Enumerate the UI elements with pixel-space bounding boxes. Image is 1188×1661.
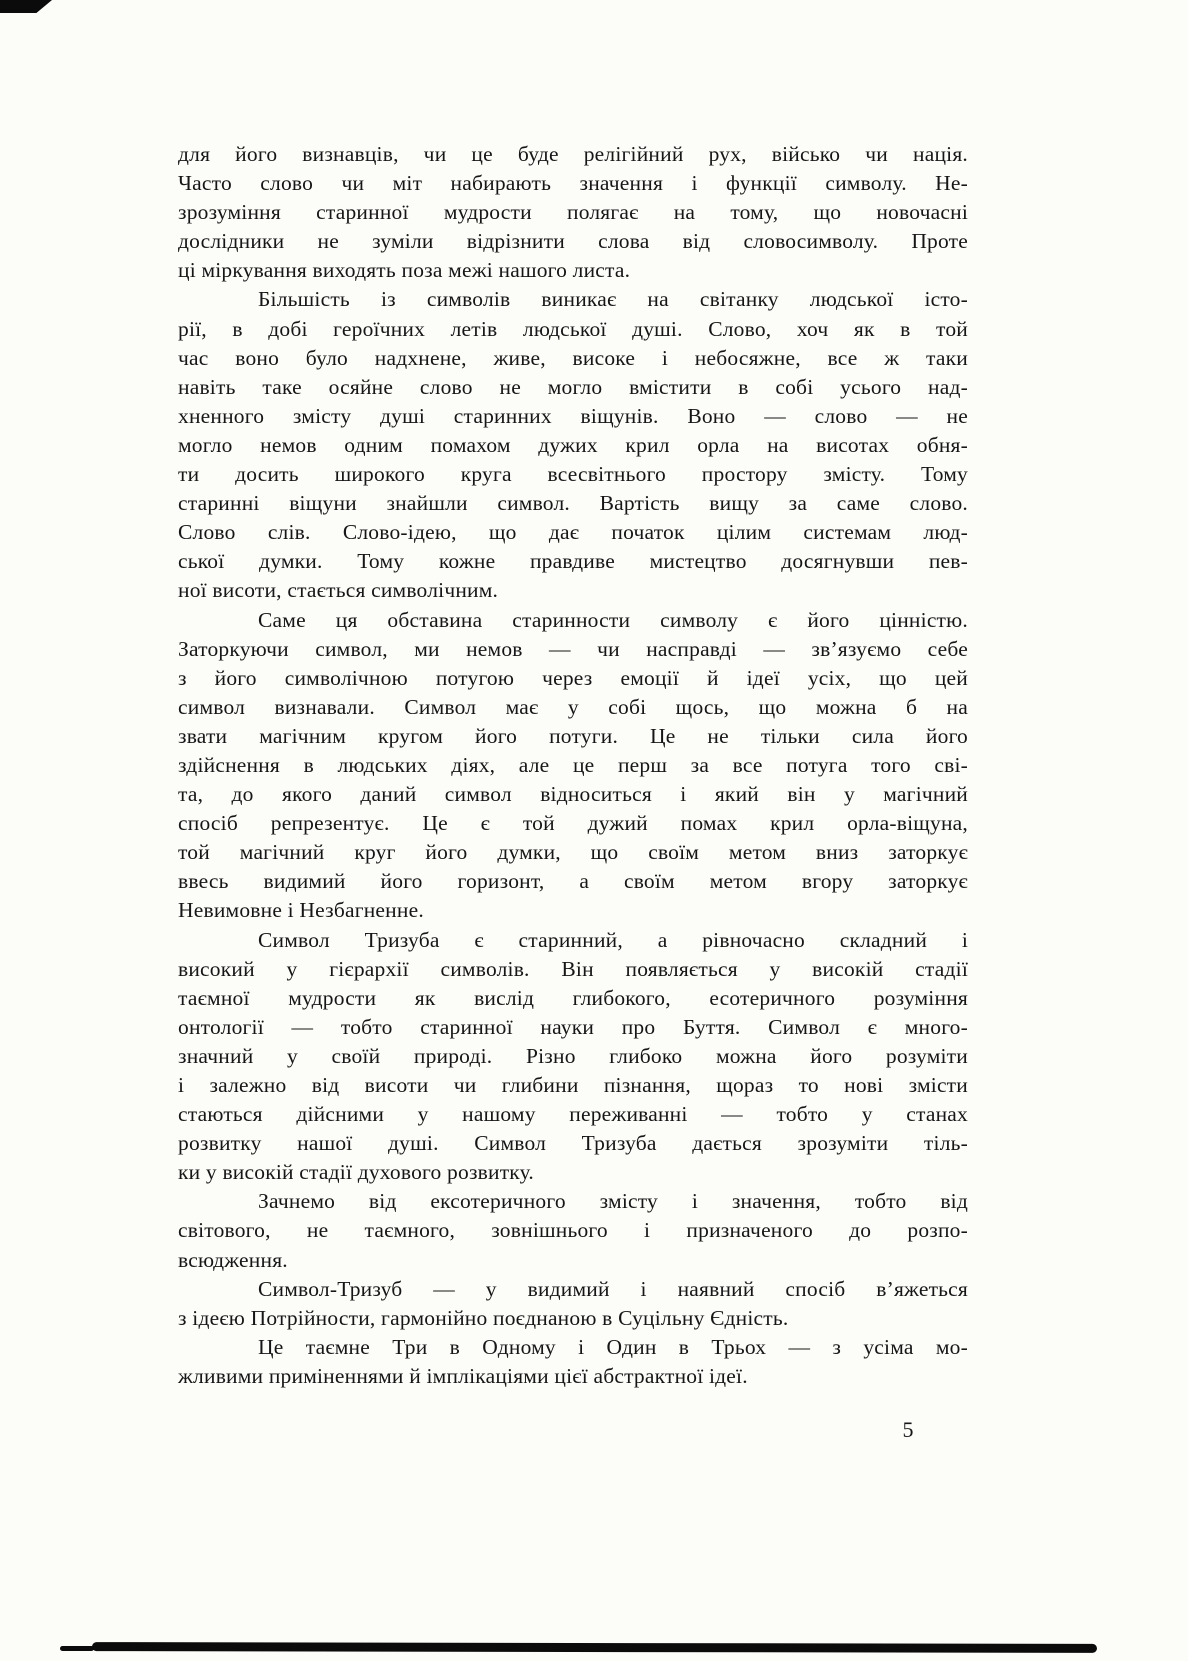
text-line: Це таємне Три в Одному і Один в Трьох — з усіма мо- [258,1334,968,1359]
text-line: зрозуміння старинної мудрости полягає на тому, що новочасні [178,200,968,225]
text-line: Зачнемо від ексотеричного змісту і значення, тобто від [258,1189,968,1214]
text-line: стаються дійсними у нашому переживанні — тобто у станах [178,1102,968,1127]
scan-artifact-top-left [0,0,52,13]
text-line: старинні віщуни знайшли символ. Вартість вищу за саме слово. [178,491,968,516]
text-line: Невимовне і Незбагненне. [178,898,424,923]
text-line: спосіб репрезентує. Це є той дужий помах крил орла-віщуна, [178,811,968,836]
text-line: розвитку нашої душі. Символ Тризуба дається зрозуміти тіль- [178,1131,968,1156]
text-line: онтології — тобто старинної науки про Буття. Символ є много- [178,1014,968,1039]
text-line: всюдження. [178,1247,288,1272]
paragraph [178,1275,968,1333]
text-line: дослідники не зуміли відрізнити слова від словосимволу. Проте [178,229,968,254]
text-line: символ визнавали. Символ має у собі щось, що можна б на [178,694,968,719]
text-line: здійснення в людських діях, але це перш за все потуга того сві- [178,752,968,777]
text-block [178,140,968,1391]
text-line: ки у високій стадії духового розвитку. [178,1160,534,1185]
text-line: звати магічним кругом його потуги. Це не тільки сила його [178,723,968,748]
page-number: 5 [902,1417,914,1442]
text-line: з ідеєю Потрійности, гармонійно поєднаною в Суцільну Єдність. [178,1305,789,1330]
paragraph [178,1333,968,1391]
scan-artifact-bottom [92,1642,1097,1653]
text-line: навіть таке осяйне слово не могло вмістити в собі усього над- [178,374,968,399]
text-line: та, до якого даний символ відноситься і який він у магічний [178,782,968,807]
text-line: значний у своїй природі. Різно глибоко можна його розуміти [178,1043,968,1068]
text-line: Більшість із символів виникає на світанку людської істо- [258,287,968,312]
scan-artifact-bottom-left [60,1646,94,1651]
paragraph [178,606,968,926]
text-line: рії, в добі героїчних летів людської душі. Слово, хоч як в той [178,316,968,341]
text-line: з його символічною потугою через емоції й ідеї усіх, що цей [178,665,968,690]
paragraph [178,926,968,1188]
text-line: час воно було надхнене, живе, високе і небосяжне, все ж таки [178,345,968,370]
text-line: Символ Тризуба є старинний, а рівночасно складний і [258,927,968,952]
text-line: могло немов одним помахом дужих крил орла на висотах обня- [178,432,968,457]
text-line: Заторкуючи символ, ми немов — чи насправді — зв’язуємо себе [178,636,968,661]
text-line: і залежно від висоти чи глибини пізнання, щораз то нові змісти [178,1073,968,1097]
text-line: ти досить широкого круга всесвітнього простору змісту. Тому [178,462,968,487]
text-line: Саме ця обставина старинности символу є його цінністю. [258,607,968,632]
text-line: світового, не таємного, зовнішнього і призначеного до розпо- [178,1218,968,1243]
text-line: хненного змісту душі старинних віщунів. Воно — слово — не [178,403,968,428]
text-line: для його визнавців, чи це буде релігійний рух, військо чи нація. [178,142,968,166]
paragraph [178,285,968,605]
text-line: ної висоти, стається символічним. [178,578,499,603]
text-line: Слово слів. Слово-ідею, що дає початок цілим системам люд- [178,520,968,545]
text-line: таємної мудрости як вислід глибокого, есотеричного розуміння [178,985,968,1010]
text-line: ці міркування виходять поза межі нашого листа. [178,258,631,283]
paragraph [178,140,968,285]
paragraph [178,1187,968,1274]
text-line: ввесь видимий його горизонт, а своїм метом вгору заторкує [178,869,968,894]
text-line: жливими приміненнями й імплікаціями цієї абстрактної ідеї. [178,1363,748,1388]
text-line: Часто слово чи міт набирають значення і функції символу. Не- [178,171,968,196]
text-line: високий у гієрархії символів. Він появляється у високій стадії [178,956,968,981]
text-line: ської думки. Тому кожне правдиве мистецтво досягнувши пев- [178,549,968,574]
text-line: той магічний круг його думки, що своїм метом вниз заторкує [178,840,968,865]
text-line: Символ-Тризуб — у видимий і наявний спосіб в’яжеться [258,1276,968,1301]
